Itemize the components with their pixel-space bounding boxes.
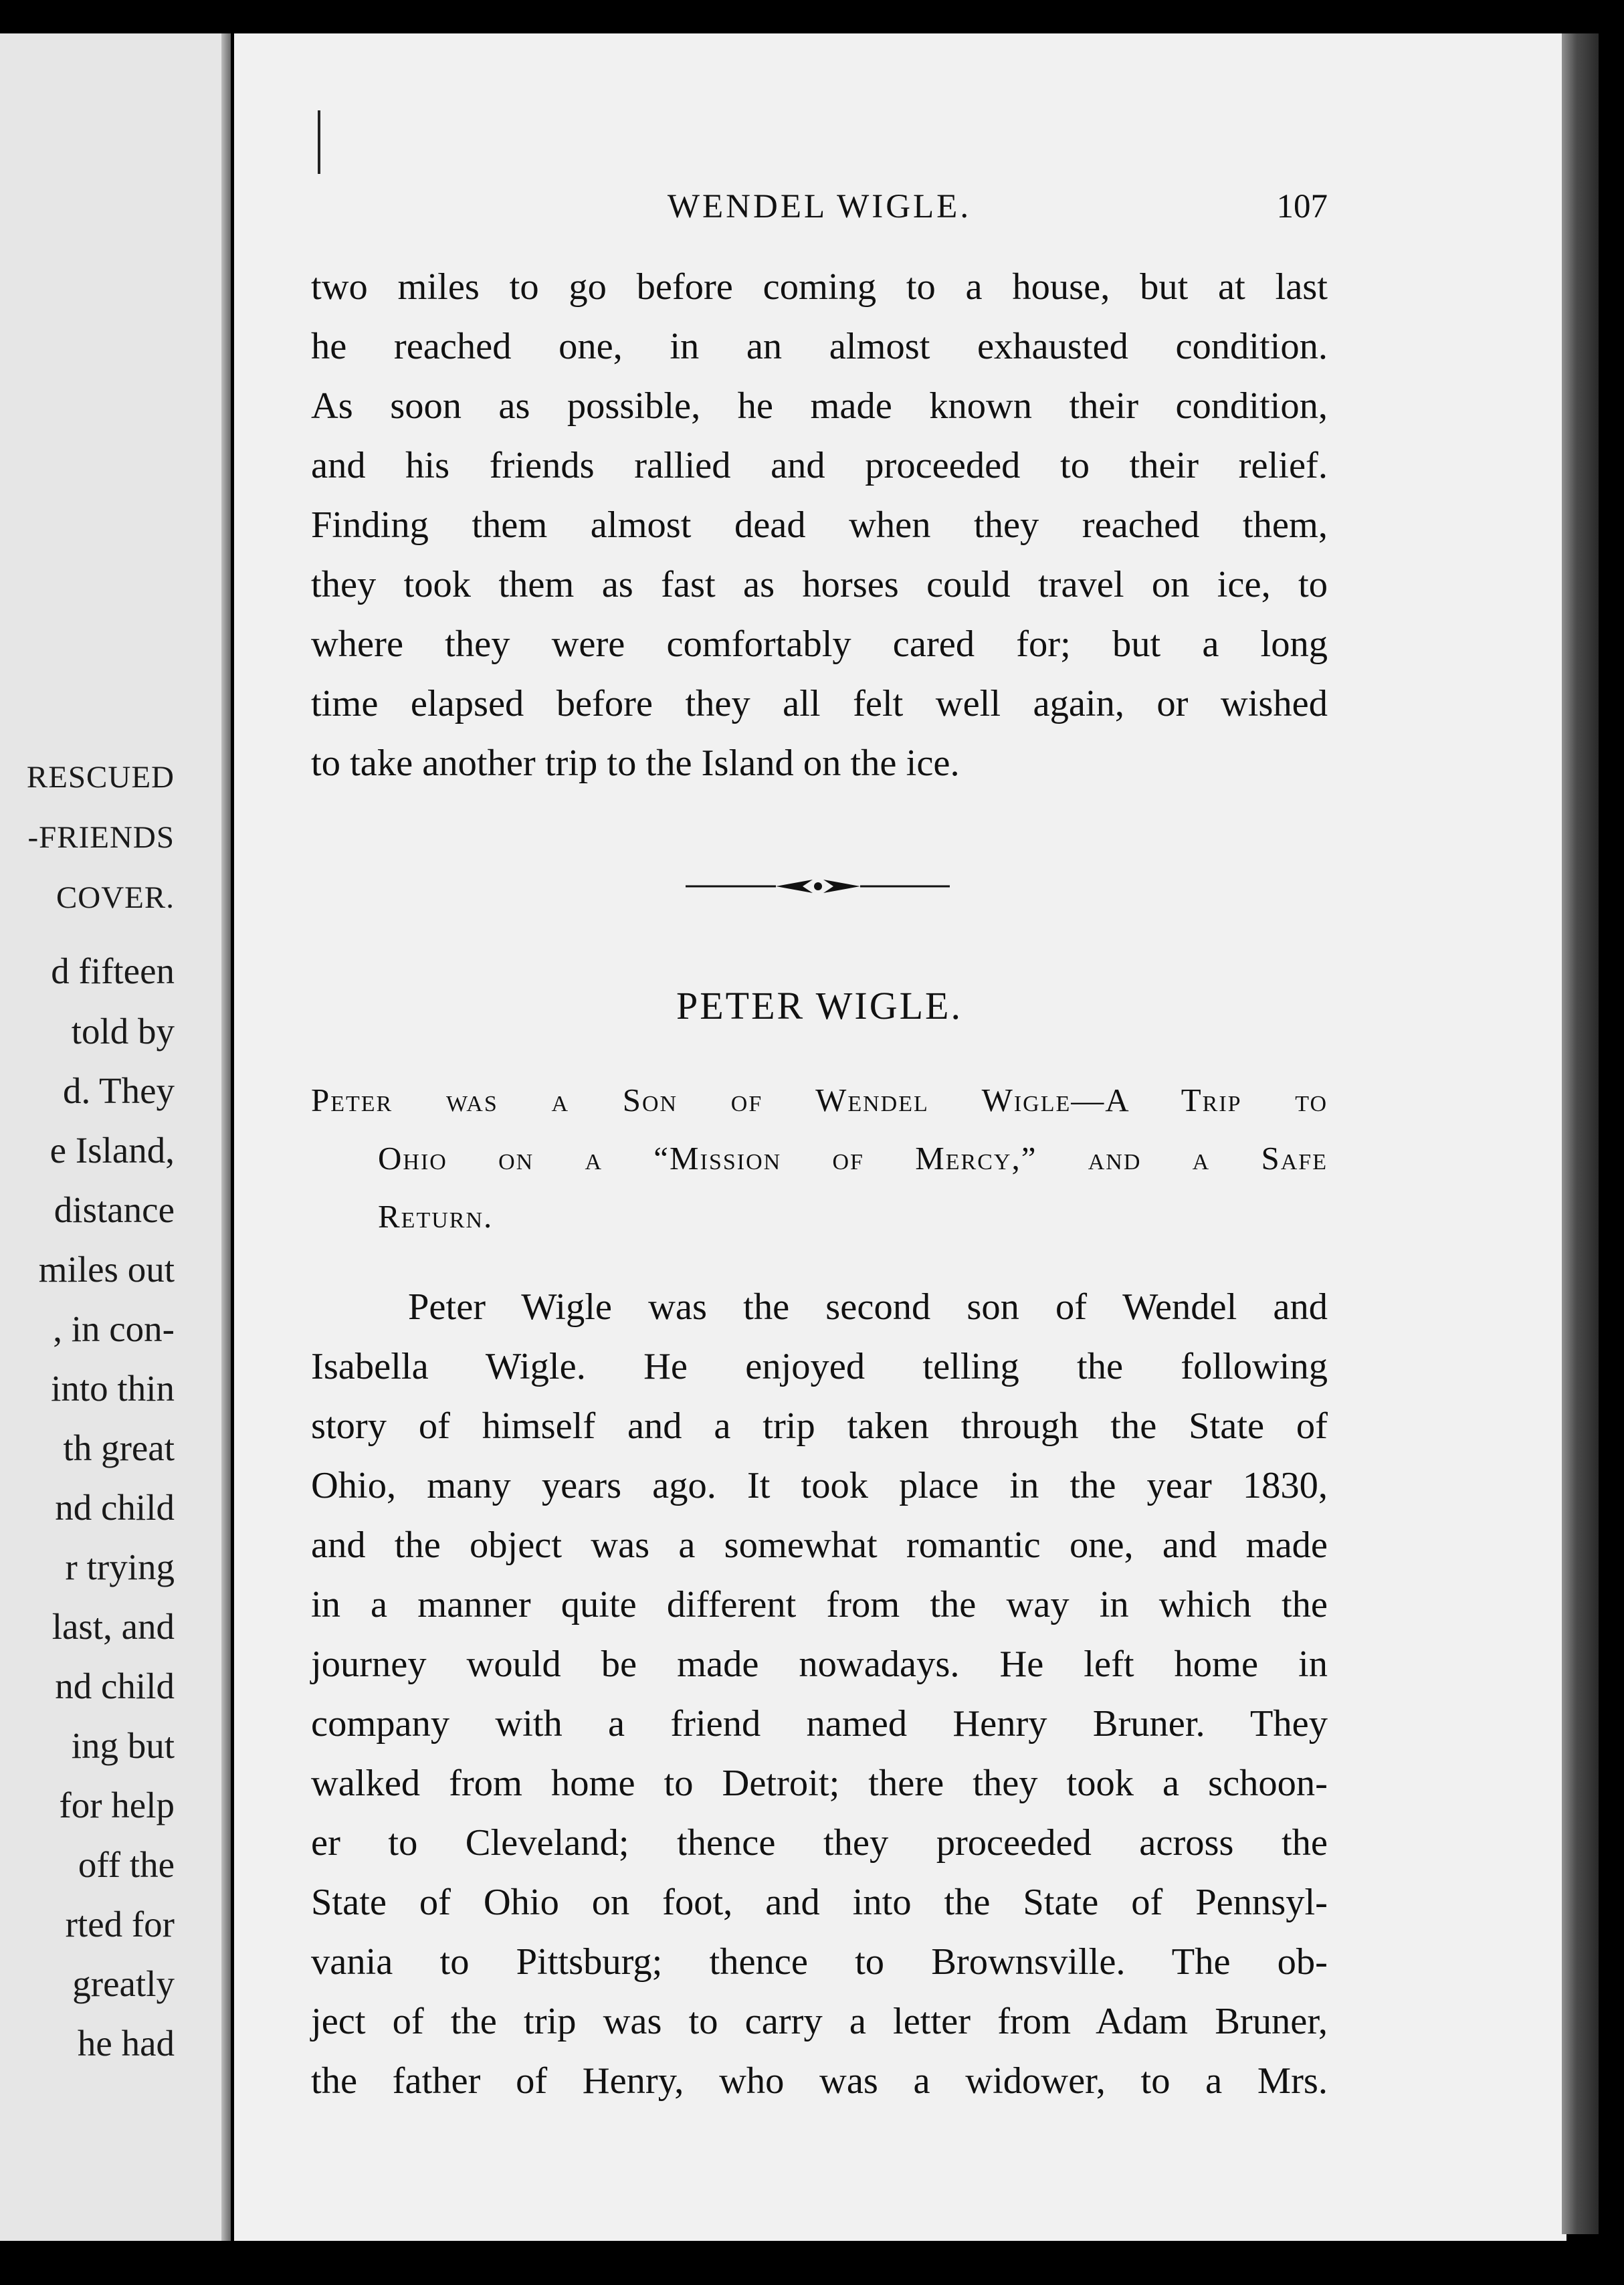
page-header	[311, 187, 1328, 234]
facing-page-line: nd child	[55, 1487, 175, 1528]
text-line: ject of the trip was to carry a letter from Adam Bruner,	[311, 2001, 1328, 2042]
facing-page-line: told by	[71, 1011, 175, 1052]
chapter-title: PETER WIGLE.	[676, 984, 962, 1027]
text-line: walked from home to Detroit; there they took a schoon-	[311, 1763, 1328, 1804]
margin-mark	[318, 110, 320, 174]
text-line: As soon as possible, he made known their condition,	[311, 385, 1328, 427]
facing-page-line: d. They	[62, 1070, 175, 1111]
text-line: journey would be made nowadays. He left home in	[311, 1644, 1328, 1685]
facing-page-edge	[221, 33, 231, 2241]
text-line: in a manner quite different from the way in which the	[311, 1584, 1328, 1625]
text-line: to take another trip to the Island on the ice.	[311, 742, 960, 784]
facing-page-line: e Island,	[49, 1130, 175, 1171]
text-line: they took them as fast as horses could travel on ice, to	[311, 564, 1328, 605]
text-line: story of himself and a trip taken through the State of	[311, 1405, 1328, 1447]
text-line: Finding them almost dead when they reached them,	[311, 504, 1328, 546]
text-line: Ohio, many years ago. It took place in the year 1830,	[311, 1465, 1328, 1506]
book-spine	[1562, 33, 1599, 2234]
facing-page-line: miles out	[38, 1249, 175, 1290]
facing-page-line: rted for	[65, 1904, 175, 1945]
subtitle-line: Peter was a Son of Wendel Wigle—A Trip to	[311, 1082, 1328, 1118]
text-line: company with a friend named Henry Bruner. They	[311, 1703, 1328, 1745]
facing-page-line: he had	[77, 2023, 175, 2064]
text-line: the father of Henry, who was a widower, to a Mrs.	[311, 2060, 1328, 2102]
section-divider-ornament	[676, 873, 956, 900]
facing-page-line: nd child	[55, 1666, 175, 1706]
facing-page-line: r trying	[65, 1547, 175, 1587]
facing-page-line: off the	[78, 1844, 175, 1885]
text-line: two miles to go before coming to a house, but at last	[311, 266, 1328, 308]
facing-page-line: RESCUED	[26, 760, 175, 795]
text-line: Isabella Wigle. He enjoyed telling the following	[311, 1346, 1328, 1387]
facing-page-line: d fifteen	[51, 951, 175, 991]
facing-page-line: , in con-	[53, 1308, 175, 1349]
text-line: vania to Pittsburg; thence to Brownsville. The ob-	[311, 1941, 1328, 1983]
facing-page-line: for help	[59, 1785, 175, 1825]
text-line: where they were comfortably cared for; but a long	[311, 623, 1328, 665]
text-line: and his friends rallied and proceeded to their relief.	[311, 445, 1328, 486]
facing-page-line: COVER.	[56, 880, 175, 915]
text-line: time elapsed before they all felt well again, or wished	[311, 683, 1328, 724]
facing-page-line: -FRIENDS	[27, 820, 175, 855]
facing-page-line: th great	[63, 1427, 175, 1468]
facing-page-line: distance	[54, 1189, 175, 1230]
page-number: 107	[1276, 188, 1328, 225]
text-line: er to Cleveland; thence they proceeded across the	[311, 1822, 1328, 1864]
subtitle-line: Return.	[378, 1198, 494, 1235]
text-line: he reached one, in an almost exhausted condition.	[311, 326, 1328, 367]
facing-page	[0, 33, 231, 2241]
facing-page-line: last, and	[52, 1606, 175, 1647]
text-line: and the object was a somewhat romantic one, and made	[311, 1524, 1328, 1566]
facing-page-line: greatly	[72, 1963, 175, 2004]
subtitle-line: Ohio on a “Mission of Mercy,” and a Safe	[378, 1140, 1328, 1177]
text-line: State of Ohio on foot, and into the State of Pennsyl-	[311, 1882, 1328, 1923]
facing-page-line: into thin	[51, 1368, 175, 1409]
text-line: Peter Wigle was the second son of Wendel and	[408, 1286, 1328, 1328]
facing-page-line: ing but	[71, 1725, 175, 1766]
running-title: WENDEL WIGLE.	[667, 188, 972, 225]
